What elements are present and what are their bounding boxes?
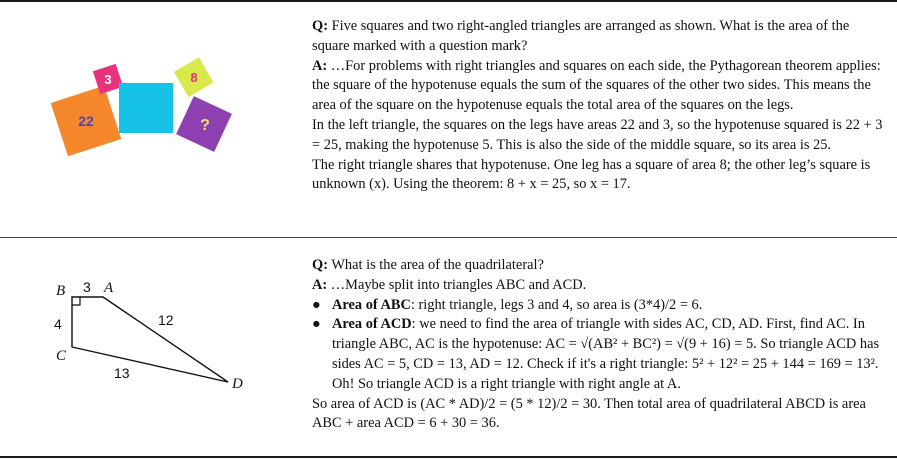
row2-question: Q: What is the area of the quadrilateral? (312, 257, 544, 273)
square-22-label: 22 (78, 113, 94, 129)
row2-conclusion: So area of ACD is (AC * AD)/2 = (5 * 12)/2 = 30. Then total area of quadrilateral ABCD is area ABC + area ACD = 6 + 30 = 36. (312, 395, 866, 432)
square-3-label: 3 (104, 72, 112, 87)
vertex-C: C (56, 348, 67, 364)
vertex-A: A (104, 280, 114, 296)
bottom-rule (0, 456, 897, 458)
side-CD-label: 13 (114, 365, 130, 381)
square-8-label: 8 (190, 70, 198, 85)
vertex-D: D (232, 376, 243, 392)
bullet-area-acd: ● Area of ACD: we need to find the area of triangle with sides AC, CD, AD. First, find AC. In triangle ABC, AC is the hypotenuse: AC = √(AB² + BC²) = √(9 + 16) = 5. So triangle ACD has sides AC = 5, CD = 13, AD = 12. Check if it's a right triangle: 5² + 12² = 25 + 144 = 169 = 13². Oh! So triangle ACD is a right triangle with right angle at A. (312, 316, 880, 392)
square-question-label: ? (200, 117, 210, 134)
row1-question: Q: Five squares and two right-angled triangles are arranged as shown. What is the area of the square marked with a question mark? (312, 18, 850, 54)
row1-text (312, 17, 887, 195)
bullet-dot: ● (312, 316, 321, 333)
square-middle (119, 83, 173, 133)
row1-paragraph-3: The right triangle shares that hypotenuse. One leg has a square of area 8; the other leg’s square is unknown (x). Using the theorem: 8 + x = 25, so x = 17. (312, 156, 871, 193)
squares-figure (48, 48, 248, 176)
row2-bullets (312, 296, 887, 395)
bullet-dot: ● (312, 296, 321, 313)
right-angle-marker (72, 297, 80, 305)
middle-rule (0, 237, 897, 238)
side-AD-label: 12 (158, 312, 174, 328)
quadrilateral-figure (45, 272, 260, 397)
row1-paragraph-2: In the left triangle, the squares on the legs have areas 22 and 3, so the hypotenuse squared is 22 + 3 = 25, making the hypotenuse 5. This is also the side of the middle square, so its area is 25. (312, 116, 883, 153)
row2-text (312, 256, 887, 434)
quadrilateral-outline (72, 297, 228, 382)
row2-answer: A: …Maybe split into triangles ABC and ACD. (312, 276, 587, 293)
vertex-B: B (56, 283, 66, 299)
side-BC-label: 4 (54, 316, 62, 332)
row1-answer: A: …For problems with right triangles and squares on each side, the Pythagorean theorem applies: the square of the hypotenuse equals the sum of the squares of the other two sides. This means the area of the square on the hypotenuse equals the total area of the squares on the legs. (312, 57, 881, 114)
side-AB-label: 3 (83, 279, 91, 295)
bullet-area-abc: ● Area of ABC: right triangle, legs 3 and 4, so area is (3*4)/2 = 6. (312, 296, 887, 316)
top-rule (0, 0, 897, 2)
